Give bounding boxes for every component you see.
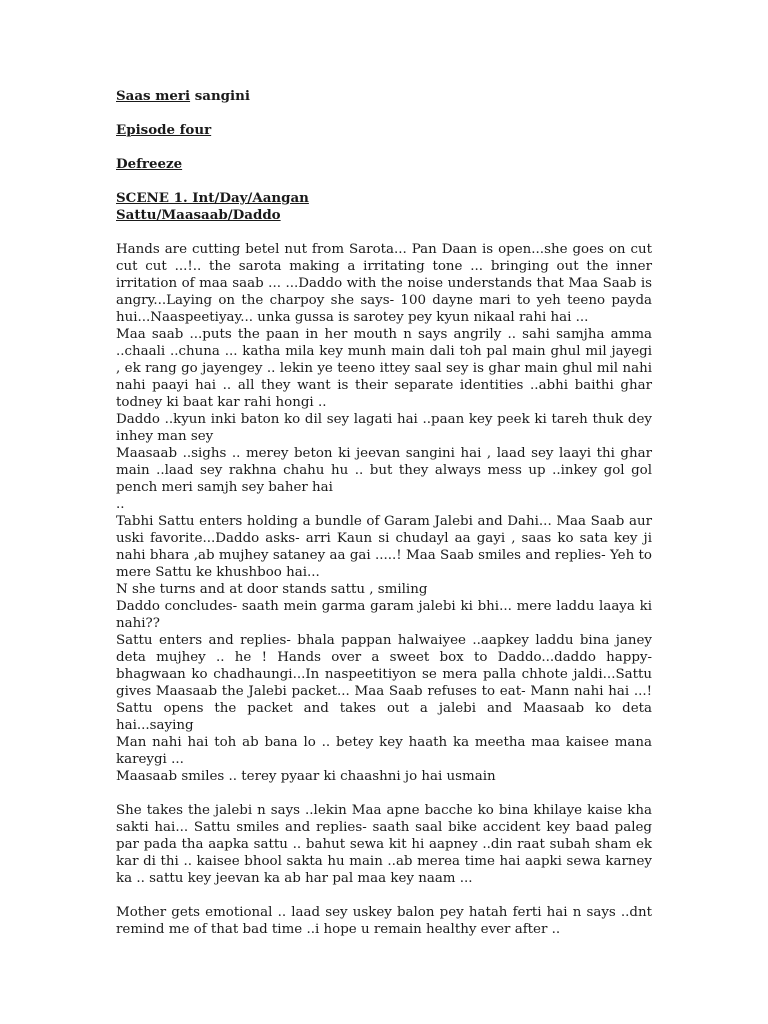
paragraph-spacer (116, 785, 652, 802)
paragraph: Daddo ..kyun inki baton ko dil sey lagati hai ..paan key peek ki tareh thuk dey inhey man sey (116, 412, 652, 444)
paragraph: N she turns and at door stands sattu , smiling (116, 582, 428, 597)
paragraph: Sattu enters and replies- bhala pappan halwaiyee ..aapkey laddu bina janey deta mujhey .. he ! Hands over a sweet box to Daddo...daddo happy- bhagwaan ko chadhaungi...In naspeetitiyon se mera palla chhote jaldi...Sattu gives Maasaab the Jalebi packet... Maa Saab refuses to eat- Mann nahi hai ...! Sattu opens the packet and takes out a jalebi and Maasaab ko deta hai...saying (116, 633, 652, 733)
paragraph: She takes the jalebi n says ..lekin Maa apne bacche ko bina khilaye kaise kha sakti hai... Sattu smiles and replies- saath saal bike accident key baad paleg par pada tha aapka sattu .. bahut sewa kit hi aapney ..din raat subah sham ek kar di thi .. kaisee bhool sakta hu main ..ab merea time hai aapki sewa karney ka .. sattu key jeevan ka ab har pal maa key naam ... (116, 803, 652, 886)
paragraph: Hands are cutting betel nut from Sarota... Pan Daan is open...she goes on cut cut cut ...!.. the sarota making a irritating tone ... bringing out the inner irritation of maa saab ... ...Daddo with the noise understands that Maa Saab is angry...Laying on the charpoy she says- 100 dayne mari to yeh teeno payda hui...Naaspeetiyay... unka gussa is sarotey pey kyun nikaal rahi hai ... (116, 242, 652, 325)
document-body (116, 88, 652, 938)
document-title (116, 88, 652, 105)
paragraph: Mother gets emotional .. laad sey uskey balon pey hatah ferti hai n says ..dnt remind me of that bad time ..i hope u remain healthy ever after .. (116, 905, 652, 937)
paragraph: Daddo concludes- saath mein garma garam jalebi ki bhi... mere laddu laaya ki nahi?? (116, 599, 652, 631)
characters-heading: Sattu/Maasaab/Daddo (116, 207, 281, 223)
episode-heading: Episode four (116, 122, 212, 138)
episode-name-heading: Defreeze (116, 156, 183, 172)
paragraph: Man nahi hai toh ab bana lo .. betey key haath ka meetha maa kaisee mana kareygi ... (116, 735, 652, 767)
title-part-rest: sangini (190, 88, 250, 104)
paragraph: Tabhi Sattu enters holding a bundle of Garam Jalebi and Dahi... Maa Saab aur uski favorite...Daddo asks- arri Kaun si chudayl aa gayi , saas ko sata key ji nahi bhara ,ab mujhey sataney aa gai .....! Maa Saab smiles and replies- Yeh to mere Sattu ke khushboo hai... (116, 514, 652, 580)
section-spacer (116, 224, 652, 241)
paragraph: .. (116, 497, 125, 512)
paragraph: Maasaab ..sighs .. merey beton ki jeevan sangini hai , laad sey laayi thi ghar main ..laad sey rakhna chahu hu .. but they always mess up ..inkey gol gol pench meri samjh sey baher hai (116, 446, 652, 495)
paragraph: Maasaab smiles .. terey pyaar ki chaashni jo hai usmain (116, 769, 496, 784)
scene-heading: SCENE 1. Int/Day/Aangan (116, 190, 309, 206)
title-part-underlined: Saas meri (116, 88, 191, 104)
paragraph: Maa saab ...puts the paan in her mouth n says angrily .. sahi samjha amma ..chaali ..chuna ... katha mila key munh main dali toh pal main ghul mil jayegi , ek rang go jayengey .. lekin ye teeno ittey saal sey is ghar main ghul mil nahi nahi paayi hai .. all they want is their separate identities ..abhi baithi ghar todney ki baat kar rahi hongi .. (116, 327, 652, 410)
paragraph-spacer (116, 887, 652, 904)
